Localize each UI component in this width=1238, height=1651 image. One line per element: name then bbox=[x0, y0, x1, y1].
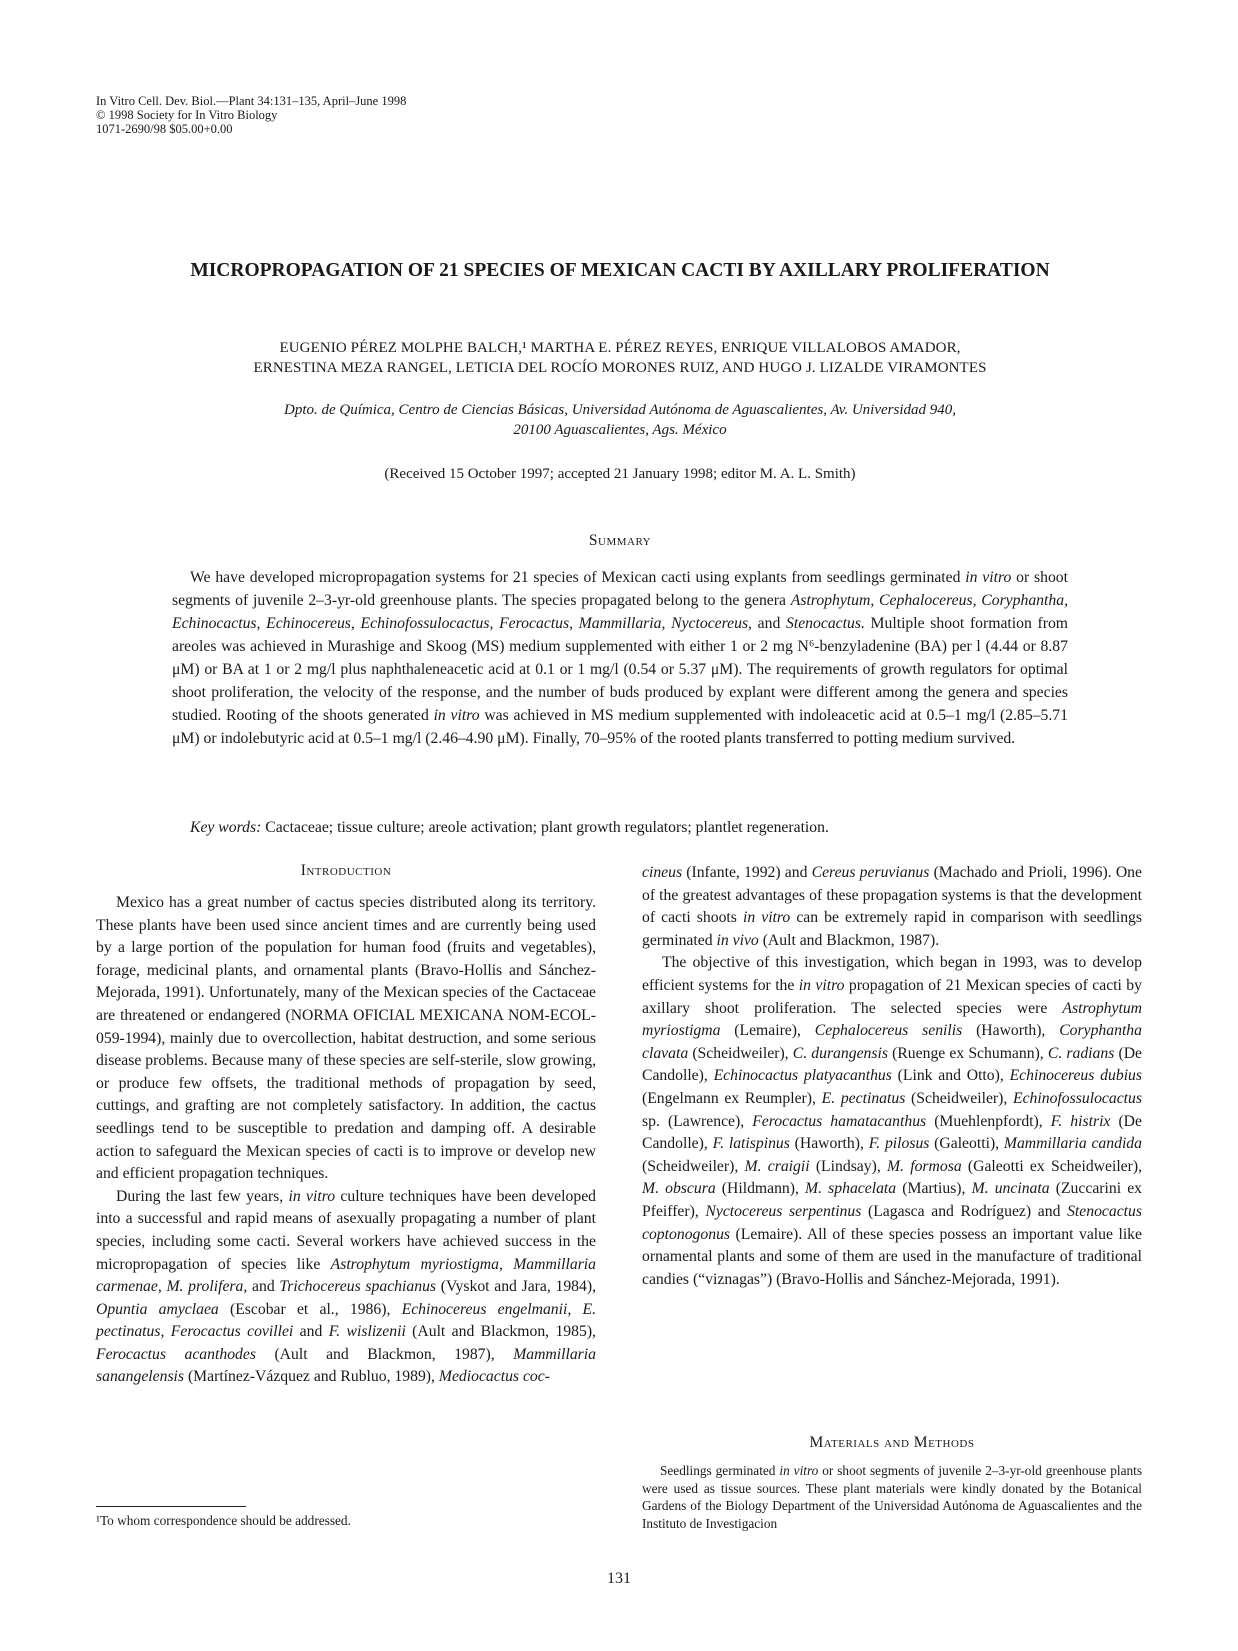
species-name: Ferocactus hamatacanthus bbox=[752, 1112, 927, 1130]
species-authority: (Martius), bbox=[896, 1180, 972, 1198]
correspondence-footnote: ¹To whom correspondence should be addressed. bbox=[96, 1513, 351, 1528]
authors-line-1: EUGENIO PÉREZ MOLPHE BALCH,¹ MARTHA E. PÉREZ REYES, ENRIQUE VILLALOBOS AMADOR, bbox=[279, 340, 961, 356]
summary-heading: Summary bbox=[588, 532, 652, 549]
species-name: Mammillaria candida bbox=[1003, 1135, 1142, 1153]
body-text: or shoot segments of juvenile 2–3-yr-old greenhouse plants were used as tissue sources. These plant materials were kindly donated by the Botanical Gardens of the Biology Department of the Universidad Autónoma de Aguascalientes and the Instituto de Investigacion bbox=[642, 1463, 1142, 1531]
body-italic: in vitro bbox=[288, 1187, 336, 1205]
body-text: (Martínez-Vázquez and Rubluo, 1989), bbox=[184, 1368, 439, 1386]
species-authority: (Ruenge ex Schumann), bbox=[887, 1044, 1048, 1062]
summary-italic: in vitro bbox=[965, 569, 1012, 586]
body-text: The objective of this investigation, which began in 1993, was to develop efficient systems for the bbox=[642, 954, 1142, 994]
body-text: During the last few years, bbox=[116, 1187, 289, 1205]
intro-continuation bbox=[642, 862, 1142, 952]
intro-paragraph-2 bbox=[96, 1186, 596, 1389]
body-italic: Mammillaria sanangelensis bbox=[96, 1345, 596, 1386]
body-text: (Ault and Blackmon, 1987). bbox=[758, 931, 940, 949]
body-italic: in vivo bbox=[716, 931, 759, 949]
body-italic: Mediocactus coc- bbox=[438, 1368, 550, 1386]
species-authority: (Engelmann ex Reumpler), bbox=[642, 1089, 822, 1107]
body-text: (Ault and Blackmon, 1985), bbox=[405, 1323, 596, 1341]
summary-text: or shoot segments of juvenile 2–3-yr-old greenhouse plants. The species propagated belong to the genera bbox=[172, 569, 1069, 609]
summary-text: was achieved in MS medium supplemented with indoleacetic acid at 0.5–1 mg/l (2.85–5.71 μM) or indolebutyric acid at 0.5–1 mg/l (2.46–4.90 μM). Finally, 70–95% of the rooted plants transferred to potting medium survived. bbox=[172, 707, 1068, 747]
body-text: (Infante, 1992) and bbox=[682, 864, 812, 881]
summary-italic: Stenocactus. bbox=[786, 615, 865, 632]
authors-line-2: ERNESTINA MEZA RANGEL, LETICIA DEL ROCÍO MORONES RUIZ, AND HUGO J. LIZALDE VIRAMONTES bbox=[253, 360, 987, 376]
key-words-list: Cactaceae; tissue culture; areole activation; plant growth regulators; plantlet regeneration. bbox=[261, 819, 829, 836]
intro-paragraph-3 bbox=[642, 952, 1142, 1291]
body-text: can be extremely rapid in comparison with seedlings germinated bbox=[642, 909, 1142, 949]
body-text: culture techniques have been developed into a successful and rapid means of asexually propagating a number of plant species, including some cacti. Several workers have achieved success in the micropropagation of species like bbox=[96, 1187, 597, 1273]
species-authority: (Galeotti ex Scheidweiler), bbox=[961, 1157, 1143, 1175]
body-italic: Trichocereus spachianus bbox=[279, 1278, 437, 1296]
species-name: Astrophytum myriostigma bbox=[642, 999, 1142, 1040]
introduction-heading: Introduction bbox=[300, 862, 392, 879]
species-authority: (Scheidweiler), bbox=[905, 1089, 1014, 1107]
body-italic: Opuntia amyclaea bbox=[96, 1300, 219, 1318]
species-authority: (Galeotti), bbox=[929, 1135, 1004, 1153]
key-words-label: Key words: bbox=[190, 819, 262, 836]
right-column bbox=[642, 862, 1142, 1291]
species-authority: sp. (Lawrence), bbox=[642, 1112, 753, 1130]
left-column bbox=[96, 892, 596, 1389]
species-name: M. craigii bbox=[744, 1157, 810, 1175]
species-authority: (Scheidweiler), bbox=[642, 1157, 745, 1175]
body-italic: cineus bbox=[642, 864, 683, 881]
species-authority: (De Candolle), bbox=[642, 1112, 1142, 1153]
article-title: MICROPROPAGATION OF 21 SPECIES OF MEXICAN CACTI BY AXILLARY PROLIFERATION bbox=[190, 260, 1050, 281]
species-name: M. formosa bbox=[887, 1157, 962, 1175]
body-italic: in vitro bbox=[742, 909, 791, 927]
footnote-rule bbox=[96, 1506, 246, 1507]
body-italic: Astrophytum myriostigma, Mammillaria carmenae, M. prolifera, bbox=[96, 1255, 596, 1296]
summary-text: Multiple shoot formation from areoles was achieved in Murashige and Skoog (MS) medium supplemented with either 1 or 2 mg N⁶-benzyladenine (BA) per l (4.44 or 8.87 μM) or BA at 1 or 2 mg/l plus naphthaleneacetic acid at 0.1 or 1 mg/l (0.54 or 5.37 μM). The requirements of growth regulators for optimal shoot proliferation, the velocity of the response, and the number of buds produced by explant were different among the genera and species studied. Rooting of the shoots generated bbox=[172, 615, 1069, 724]
species-name: C. radians bbox=[1047, 1044, 1115, 1062]
species-name: E. pectinatus bbox=[821, 1089, 906, 1107]
species-authority: (Muehlenpfordt), bbox=[926, 1112, 1051, 1130]
species-authority: (Lemaire), bbox=[720, 1022, 815, 1040]
body-italic: F. wislizenii bbox=[328, 1323, 406, 1341]
summary-text: and bbox=[751, 615, 787, 632]
summary-italic: in vitro bbox=[433, 707, 480, 724]
body-italic: in vitro bbox=[798, 976, 845, 994]
copyright-line: © 1998 Society for In Vitro Biology bbox=[96, 108, 278, 122]
summary-italic: Astrophytum, Cephalocereus, Coryphantha, Echinocactus, Echinocereus, Echinofossulocactus, Ferocactus, Mammillaria, Nyctocereus, bbox=[172, 592, 1068, 632]
species-name: Echinocereus dubius bbox=[1009, 1067, 1142, 1085]
species-authority: (Scheidweiler), bbox=[688, 1044, 793, 1062]
intro-paragraph-1: Mexico has a great number of cactus species distributed along its territory. These plants have been used since ancient times and are currently being used by a large portion of the population for human food (fruits and vegetables), forage, medicinal plants, and ornamental plants (Bravo-Hollis and Sánchez-Mejorada, 1991). Unfortunately, many of the Mexican species of the Cactaceae are threatened or endangered (NORMA OFICIAL MEXICANA NOM-ECOL-059-1994), mainly due to overcollection, habitat destruction, and some serious disease problems. Because many of these species are self-sterile, slow growing, or produce few offsets, the traditional methods of propagation by seed, cuttings, and grafting are not completely satisfactory. In addition, the cactus seedlings tend to be susceptible to predation and damping off. A desirable action to safeguard the Mexican species of cacti is to improve or develop new and efficient propagation techniques. bbox=[96, 894, 596, 1183]
species-name: Echinocactus platyacanthus bbox=[713, 1067, 892, 1085]
species-name: Stenocactus coptonogonus bbox=[642, 1202, 1142, 1243]
species-authority: (Lagasca and Rodríguez) and bbox=[861, 1202, 1068, 1220]
body-text: propagation of 21 Mexican species of cacti by axillary shoot proliferation. The selected species were bbox=[642, 976, 1142, 1017]
affiliation-line-1: Dpto. de Química, Centro de Ciencias Básicas, Universidad Autónoma de Aguascalientes, Av. Universidad 940, bbox=[283, 402, 956, 418]
body-text: and bbox=[293, 1323, 329, 1341]
summary-text: We have developed micropropagation systems for 21 species of Mexican cacti using explants from seedlings germinated bbox=[190, 569, 966, 586]
species-name: F. latispinus bbox=[712, 1135, 790, 1153]
journal-header bbox=[96, 94, 406, 136]
affiliation bbox=[150, 400, 1090, 440]
body-italic: Echinocereus engelmanii, E. pectinatus, Ferocactus covillei bbox=[96, 1300, 596, 1341]
species-name: F. pilosus bbox=[868, 1135, 930, 1153]
body-italic: Cereus peruvianus bbox=[811, 864, 930, 881]
species-authority: (Zuccarini ex Pfeiffer), bbox=[642, 1180, 1142, 1220]
species-name: M. uncinata bbox=[971, 1180, 1050, 1198]
species-name: M. obscura bbox=[642, 1180, 716, 1198]
body-text: (Vyskot and Jara, 1984), bbox=[436, 1278, 597, 1296]
journal-citation: In Vitro Cell. Dev. Biol.—Plant 34:131–135, April–June 1998 bbox=[96, 94, 407, 108]
body-italic: in vitro bbox=[779, 1463, 819, 1478]
body-text: (Machado and Prioli, 1996). One of the greatest advantages of these propagation systems is that the development of cacti shoots bbox=[642, 864, 1142, 927]
species-name: Nyctocereus serpentinus bbox=[705, 1202, 862, 1220]
key-words bbox=[172, 816, 1068, 839]
species-name: M. sphacelata bbox=[805, 1180, 897, 1198]
species-name: Cephalocereus senilis bbox=[814, 1022, 963, 1040]
species-authority: (Lemaire). All of these species possess an important value like ornamental plants and some of them are used in the manufacture of traditional candies (“viznagas”) (Bravo-Hollis and Sánchez-Mejorada, 1991). bbox=[642, 1225, 1142, 1288]
species-authority: (Haworth), bbox=[789, 1135, 869, 1153]
body-text: (Ault and Blackmon, 1987), bbox=[255, 1345, 514, 1363]
materials-methods-paragraph bbox=[642, 1462, 1142, 1532]
issn-line: 1071-2690/98 $05.00+0.00 bbox=[96, 122, 233, 136]
species-name: F. histrix bbox=[1050, 1112, 1111, 1130]
page-number: 131 bbox=[607, 1570, 631, 1587]
species-name: Coryphantha clavata bbox=[642, 1022, 1142, 1062]
species-authority: (Link and Otto), bbox=[891, 1067, 1010, 1085]
body-italic: Ferocactus acanthodes bbox=[96, 1345, 256, 1363]
species-authority: (De Candolle), bbox=[642, 1044, 1142, 1085]
body-text: (Escobar et al., 1986), bbox=[218, 1300, 402, 1318]
species-authority: (Lindsay), bbox=[809, 1157, 887, 1175]
affiliation-line-2: 20100 Aguascalientes, Ags. México bbox=[513, 422, 727, 438]
species-authority: (Hildmann), bbox=[715, 1180, 806, 1198]
species-name: Echinofossulocactus bbox=[1013, 1089, 1142, 1107]
species-authority: (Haworth), bbox=[962, 1022, 1060, 1040]
received-dates: (Received 15 October 1997; accepted 21 January 1998; editor M. A. L. Smith) bbox=[384, 466, 856, 482]
summary-paragraph bbox=[172, 566, 1068, 750]
body-text: and bbox=[247, 1278, 280, 1296]
species-name: C. durangensis bbox=[792, 1044, 888, 1062]
author-list bbox=[150, 338, 1090, 378]
body-text: Seedlings germinated bbox=[660, 1463, 780, 1478]
materials-methods-heading: Materials and Methods bbox=[809, 1434, 975, 1451]
